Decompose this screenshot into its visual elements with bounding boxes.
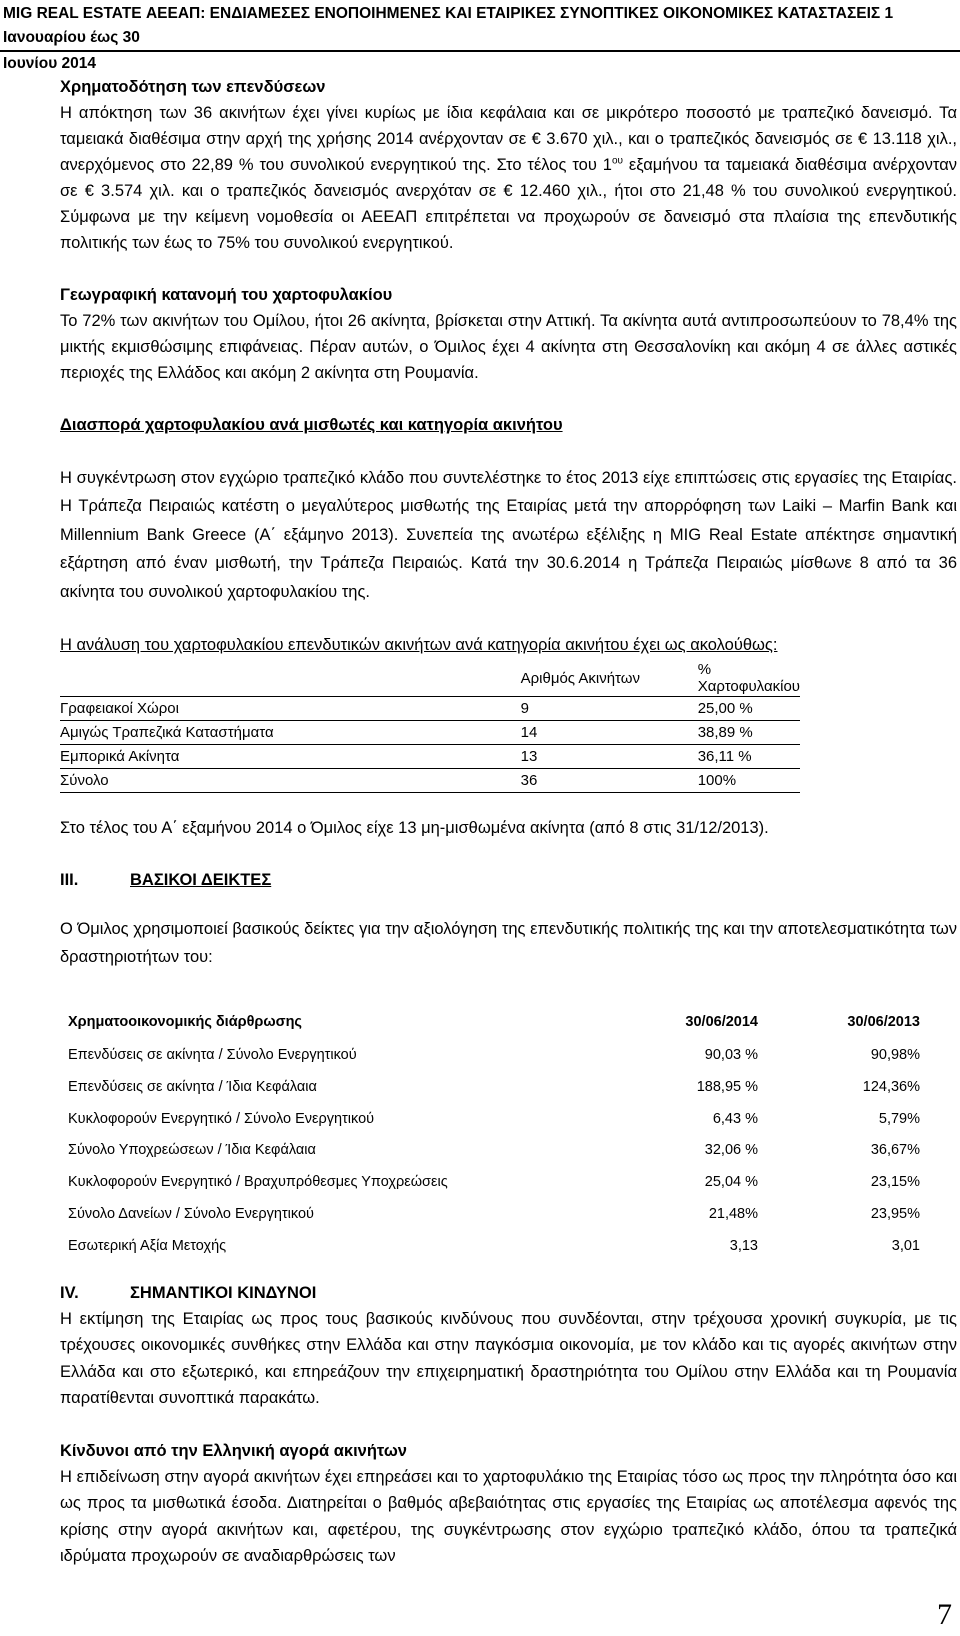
dispersion-heading: Διασπορά χαρτοφυλακίου ανά μισθωτές και κατηγορία ακινήτου — [60, 416, 563, 434]
geo-heading: Γεωγραφική κατανομή του χαρτοφυλακίου — [60, 286, 393, 304]
kpi-label: Εσωτερική Αξία Μετοχής — [68, 1237, 227, 1254]
table-row — [68, 1103, 920, 1135]
risks-subparagraph: Η επιδείνωση στην αγορά ακινήτων έχει επηρεάσει και το χαρτοφυλάκιο της Εταιρίας τόσο ως προς την πληρότητα όσο και ως προς τα μισθωτικά έσοδα. Διατηρείται ο βαθμός αβεβαιότητας στις εργασίες της Εταιρίας ως αποτέλεσμα αφενός της κρίσης στην αγορά ακινήτων και, αφετέρου, της συγκέντρωσης στον εγχώριο τραπεζικό κλάδο, όπου τα τραπεζικά ιδρύματα προχωρούν σε αναδιαρθρώσεις των — [60, 1467, 957, 1566]
risks-paragraph: Η εκτίμηση της Εταιρίας ως προς τους βασικούς κινδύνους που συνδέονται, στην τρέχουσα χρονική συγκυρία, με τις τρέχουσες οικονομικές συνθήκες στην Ελλάδα και στην παγκόσμια οικονομία, με τον κλάδο και τις αγορές ακινήτων στην Ελλάδα και στο εξωτερικό, και επηρεάζουν την επιχειρηματική δραστηριότητα του Ομίλου στην Ελλάδα και τη Ρουμανία παρατίθενται συνοπτικά παρακάτω. — [60, 1309, 957, 1408]
row-label: Γραφειακοί Χώροι — [60, 697, 521, 721]
risks-subheading: Κίνδυνοι από την Ελληνική αγορά ακινήτων — [60, 1441, 407, 1460]
table-row — [68, 1134, 920, 1166]
kpi-col-label: Χρηματοοικονομικής διάρθρωσης — [68, 1014, 302, 1031]
row-label: Αμιγώς Τραπεζικά Καταστήματα — [60, 721, 521, 745]
kpi-value-2014: 188,95 % — [696, 1078, 758, 1095]
kpi-col-2013: 30/06/2013 — [847, 1014, 920, 1031]
portfolio-category-table — [60, 660, 800, 793]
kpi-value-2014: 6,43 % — [712, 1110, 758, 1127]
kpi-value-2013: 3,01 — [891, 1237, 920, 1254]
dispersion-paragraph: Η συγκέντρωση στον εγχώριο τραπεζικό κλάδο που συντελέστηκε το έτος 2013 είχε επιπτώσεις στις εργασίες της Εταιρίας. Η Τράπεζα Πειραιώς κατέστη ο μεγαλύτερος μισθωτής της Εταιρίας μετά την απορρόφηση των Laiki – Marfin Bank και Millennium Bank Greece (Α΄ εξάμηνο 2013). Συνεπεία της ανωτέρω εξέλιξης η MIG Real Estate απέκτησε σημαντική εξάρτηση από έναν μισθωτή, την Τράπεζα Πειραιώς. Κατά την 30.6.2014 η Τράπεζα Πειραιώς μίσθωνε 8 από τα 36 ακίνητα του συνολικού χαρτοφυλακίου της. — [60, 469, 957, 601]
kpi-value-2013: 124,36% — [862, 1078, 920, 1095]
kpi-value-2013: 90,98% — [870, 1046, 920, 1063]
kpi-table — [68, 1005, 920, 1262]
kpi-value-2014: 3,13 — [729, 1237, 758, 1254]
analysis-intro: Η ανάλυση του χαρτοφυλακίου επενδυτικών ακινήτων ανά κατηγορία ακινήτου έχει ως ακολούθως: — [60, 636, 778, 655]
table-row — [68, 1230, 920, 1262]
row-count: 36 — [521, 769, 698, 793]
header-line-1: MIG REAL ESTATE ΑΕΕΑΠ: ΕΝΔΙΑΜΕΣΕΣ ΕΝΟΠΟΙΗΜΕΝΕΣ ΚΑΙ ΕΤΑΙΡΙΚΕΣ ΣΥΝΟΠΤΙΚΕΣ ΟΙΚΟΝΟΜΙΚΕΣ ΚΑΤΑΣΤΑΣΕΙΣ 1 Ιανουαρίου έως 30 — [3, 5, 894, 46]
kpi-label: Επενδύσεις σε ακίνητα / Ίδια Κεφάλαια — [68, 1078, 317, 1095]
section-3-heading — [60, 867, 957, 893]
table-row — [60, 697, 800, 721]
section-3-number: ΙΙΙ. — [60, 871, 79, 890]
table-header-row — [60, 660, 800, 697]
row-pct: 36,11 % — [698, 745, 800, 769]
section-4-heading — [60, 1280, 957, 1306]
kpi-label: Κυκλοφορούν Ενεργητικό / Βραχυπρόθεσμες Υποχρεώσεις — [68, 1174, 448, 1191]
row-pct: 100% — [698, 769, 800, 793]
row-pct: 38,89 % — [698, 721, 800, 745]
geo-paragraph: Το 72% των ακινήτων του Ομίλου, ήτοι 26 ακίνητα, βρίσκεται στην Αττική. Τα ακίνητα αυτά αντιπροσωπεύουν το 78,4% της μικτής εκμισθώσιμης επιφάνειας. Πέραν αυτών, ο Όμιλος έχει 4 ακίνητα στη Θεσσαλονίκη και ακόμη 4 σε άλλες αστικές περιοχές της Ελλάδος και ακόμη 2 ακίνητα στη Ρουμανία. — [60, 312, 957, 382]
kpi-value-2013: 23,15% — [870, 1174, 920, 1191]
row-pct: 25,00 % — [698, 697, 800, 721]
kpi-value-2013: 36,67% — [870, 1142, 920, 1159]
kpi-header-row — [68, 1005, 920, 1039]
kpi-value-2014: 90,03 % — [704, 1046, 758, 1063]
financing-text-2: εξαμήνου τα ταμειακά διαθέσιμα ανέρχονταν σε € 3.574 χιλ. και ο τραπεζικός δανεισμός ανερχόταν σε € 12.460 χιλ., ήτοι στο 21,48 % του συνολικού ενεργητικού. Σύμφωνα με την κείμενη νομοθεσία οι ΑΕΕΑΠ επιτρέπεται να προχωρούν σε δανεισμό στα πλαίσια της επενδυτικής πολιτικής των έως το 75% του συνολικού ενεργητικού. — [60, 156, 957, 252]
kpi-label: Επενδύσεις σε ακίνητα / Σύνολο Ενεργητικού — [68, 1046, 357, 1063]
row-count: 14 — [521, 721, 698, 745]
row-label: Σύνολο — [60, 769, 521, 793]
page-number: 7 — [937, 1598, 952, 1631]
table-row — [68, 1039, 920, 1071]
table-row — [68, 1071, 920, 1103]
col-pct-header: % Χαρτοφυλακίου — [697, 661, 801, 696]
kpi-value-2014: 21,48% — [708, 1205, 758, 1222]
table-row — [68, 1198, 920, 1230]
financing-heading: Χρηματοδότηση των επενδύσεων — [60, 78, 326, 96]
financing-paragraph — [60, 100, 957, 256]
header-line-2: Ιουνίου 2014 — [3, 55, 96, 72]
table-total-row — [60, 769, 800, 793]
kpi-value-2014: 25,04 % — [704, 1174, 758, 1191]
kpi-label: Κυκλοφορούν Ενεργητικό / Σύνολο Ενεργητικού — [68, 1110, 375, 1127]
kpi-value-2013: 23,95% — [870, 1205, 920, 1222]
row-label: Εμπορικά Ακίνητα — [60, 745, 521, 769]
page-content — [60, 74, 957, 1570]
ordinal-superscript: ου — [611, 155, 623, 167]
section-4-title: ΣΗΜΑΝΤΙΚΟΙ ΚΙΝΔΥΝΟΙ — [130, 1283, 317, 1302]
unleased-note: Στο τέλος του Α΄ εξαμήνου 2014 ο Όμιλος είχε 13 μη-μισθωμένα ακίνητα (από 8 στις 31/12/2013). — [60, 819, 769, 838]
kpi-value-2013: 5,79% — [878, 1110, 920, 1127]
table-row — [68, 1166, 920, 1198]
kpi-label: Σύνολο Δανείων / Σύνολο Ενεργητικού — [68, 1205, 314, 1222]
col-count-header: Αριθμός Ακινήτων — [521, 660, 698, 697]
section-4-number: IV. — [60, 1283, 79, 1302]
table-row — [60, 745, 800, 769]
kpi-value-2014: 32,06 % — [704, 1142, 758, 1159]
kpi-label: Σύνολο Υποχρεώσεων / Ίδια Κεφάλαια — [68, 1142, 316, 1159]
section-3-title: ΒΑΣΙΚΟΙ ΔΕΙΚΤΕΣ — [130, 871, 272, 890]
kpi-intro: Ο Όμιλος χρησιμοποιεί βασικούς δείκτες για την αξιολόγηση της επενδυτικής πολιτικής της και την αποτελεσματικότητα των δραστηριοτήτων του: — [60, 920, 957, 967]
row-count: 13 — [521, 745, 698, 769]
table-row — [60, 721, 800, 745]
page-header — [0, 0, 960, 72]
financing-text-1: Η απόκτηση των 36 ακινήτων έχει γίνει κυρίως με ίδια κεφάλαια και σε μικρότερο ποσοστό με τραπεζικό δανεισμό. Τα ταμειακά διαθέσιμα στην αρχή της χρήσης 2014 ανέρχονταν σε € 3.670 χιλ., και ο τραπεζικός δανεισμός σε € 13.118 χιλ., ανερχόμενος στο 22,89 % του συνολικού ενεργητικού της. Στο τέλος του 1 — [60, 104, 957, 174]
row-count: 9 — [521, 697, 698, 721]
kpi-col-2014: 30/06/2014 — [685, 1014, 758, 1031]
